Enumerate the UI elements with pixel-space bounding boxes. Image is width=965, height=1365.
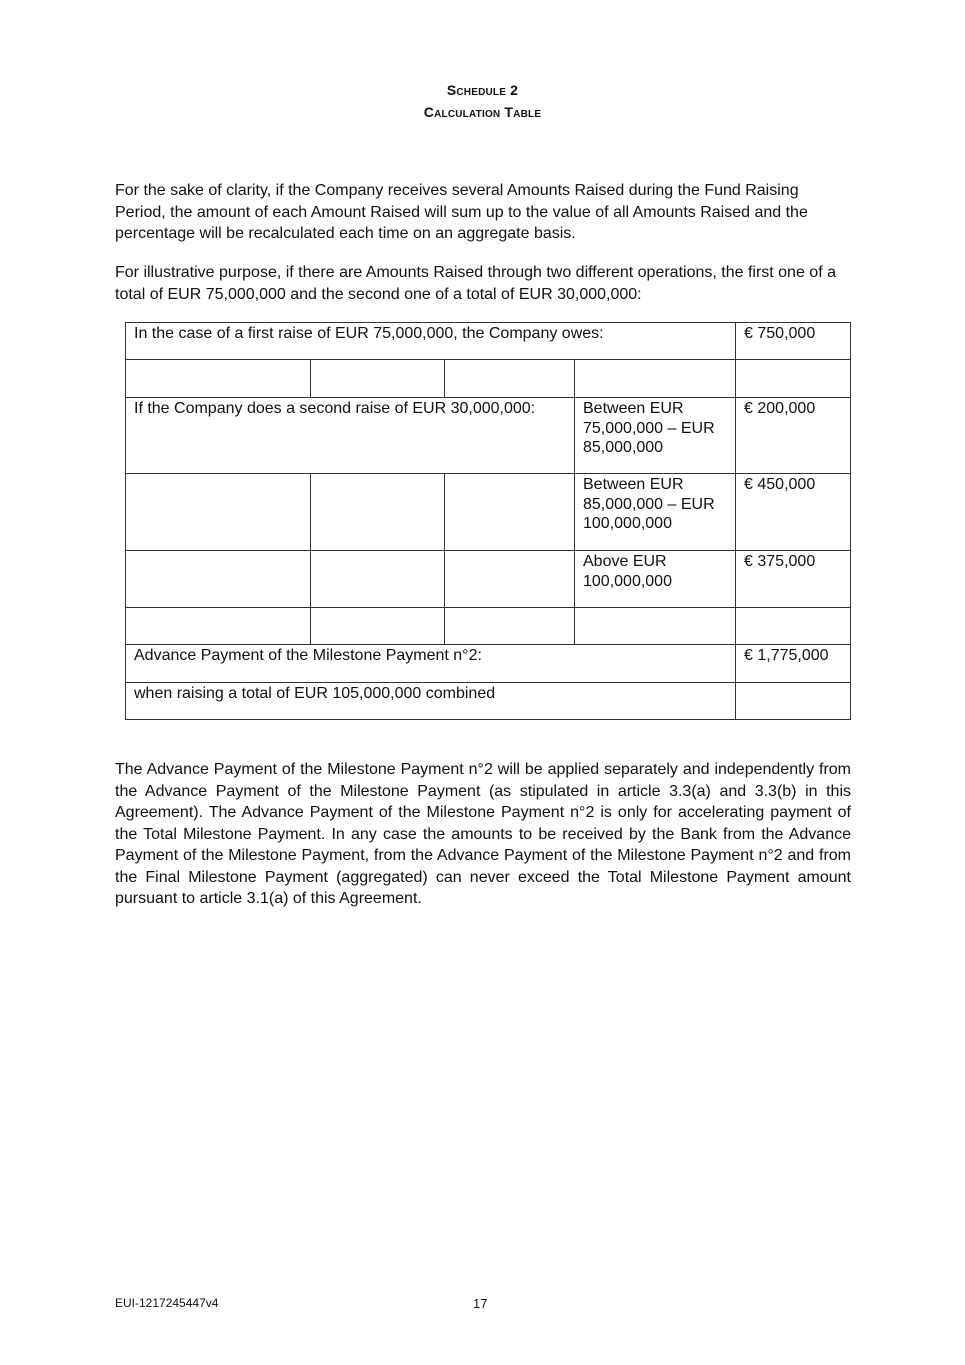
- empty-cell: [126, 474, 311, 551]
- empty-cell: [126, 360, 311, 398]
- empty-cell: [575, 360, 736, 398]
- empty-cell: [311, 608, 445, 645]
- clarity-paragraph: For the sake of clarity, if the Company receives several Amounts Raised during the Fund Raising Period, the amount of each Amount Raised will sum up to the value of all Amounts Raised and the percentage will be recalculated each time on an aggregate basis.: [115, 182, 808, 242]
- tier-range: Above EUR 100,000,000: [575, 551, 736, 608]
- empty-cell: [736, 360, 851, 398]
- tier-range: Between EUR 75,000,000 – EUR 85,000,000: [575, 398, 736, 474]
- second-raise-label: If the Company does a second raise of EUR 30,000,000:: [126, 398, 575, 474]
- calculation-table: [125, 322, 851, 720]
- table-row: [126, 398, 851, 474]
- advance-payment-paragraph: The Advance Payment of the Milestone Payment n°2 will be applied separately and independently from the Advance Payment of the Milestone Payment (as stipulated in article 3.3(a) and 3.3(b) in this Agreement). The Advance Payment of the Milestone Payment n°2 is only for accelerating payment of the Total Milestone Payment. In any case the amounts to be received by the Bank from the Advance Payment of the Milestone Payment, from the Advance Payment of the Milestone Payment n°2 and from the Final Milestone Payment (aggregated) can never exceed the Total Milestone Payment amount pursuant to article 3.1(a) of this Agreement.: [115, 761, 851, 907]
- table-row: [126, 645, 851, 683]
- document-reference: EUI-1217245447v4: [115, 1296, 219, 1310]
- empty-cell: [575, 608, 736, 645]
- empty-cell: [311, 360, 445, 398]
- first-raise-label: In the case of a first raise of EUR 75,000,000, the Company owes:: [126, 323, 736, 360]
- empty-cell: [445, 608, 575, 645]
- tier-amount: € 450,000: [736, 474, 851, 551]
- first-raise-amount: € 750,000: [736, 323, 851, 360]
- table-row: [126, 608, 851, 645]
- advance-payment-amount: € 1,775,000: [736, 645, 851, 683]
- empty-cell: [126, 608, 311, 645]
- empty-cell: [445, 551, 575, 608]
- empty-cell: [126, 551, 311, 608]
- empty-cell: [736, 608, 851, 645]
- table-heading: Calculation Table: [423, 104, 542, 120]
- empty-cell: [311, 474, 445, 551]
- tier-amount: € 200,000: [736, 398, 851, 474]
- empty-cell: [311, 551, 445, 608]
- table-row: [126, 683, 851, 720]
- table-row: [126, 551, 851, 608]
- tier-range: Between EUR 85,000,000 – EUR 100,000,000: [575, 474, 736, 551]
- illustrative-paragraph: For illustrative purpose, if there are Amounts Raised through two different operations, the first one of a total of EUR 75,000,000 and the second one of a total of EUR 30,000,000:: [115, 264, 836, 303]
- table-row: [126, 323, 851, 360]
- table-row: [126, 474, 851, 551]
- table-row: [126, 360, 851, 398]
- empty-cell: [445, 474, 575, 551]
- empty-cell: [736, 683, 851, 720]
- page-number: 17: [473, 1296, 488, 1311]
- advance-payment-label: Advance Payment of the Milestone Payment n°2:: [126, 645, 736, 683]
- schedule-heading: Schedule 2: [446, 82, 519, 98]
- empty-cell: [445, 360, 575, 398]
- tier-amount: € 375,000: [736, 551, 851, 608]
- combined-total-label: when raising a total of EUR 105,000,000 combined: [126, 683, 736, 720]
